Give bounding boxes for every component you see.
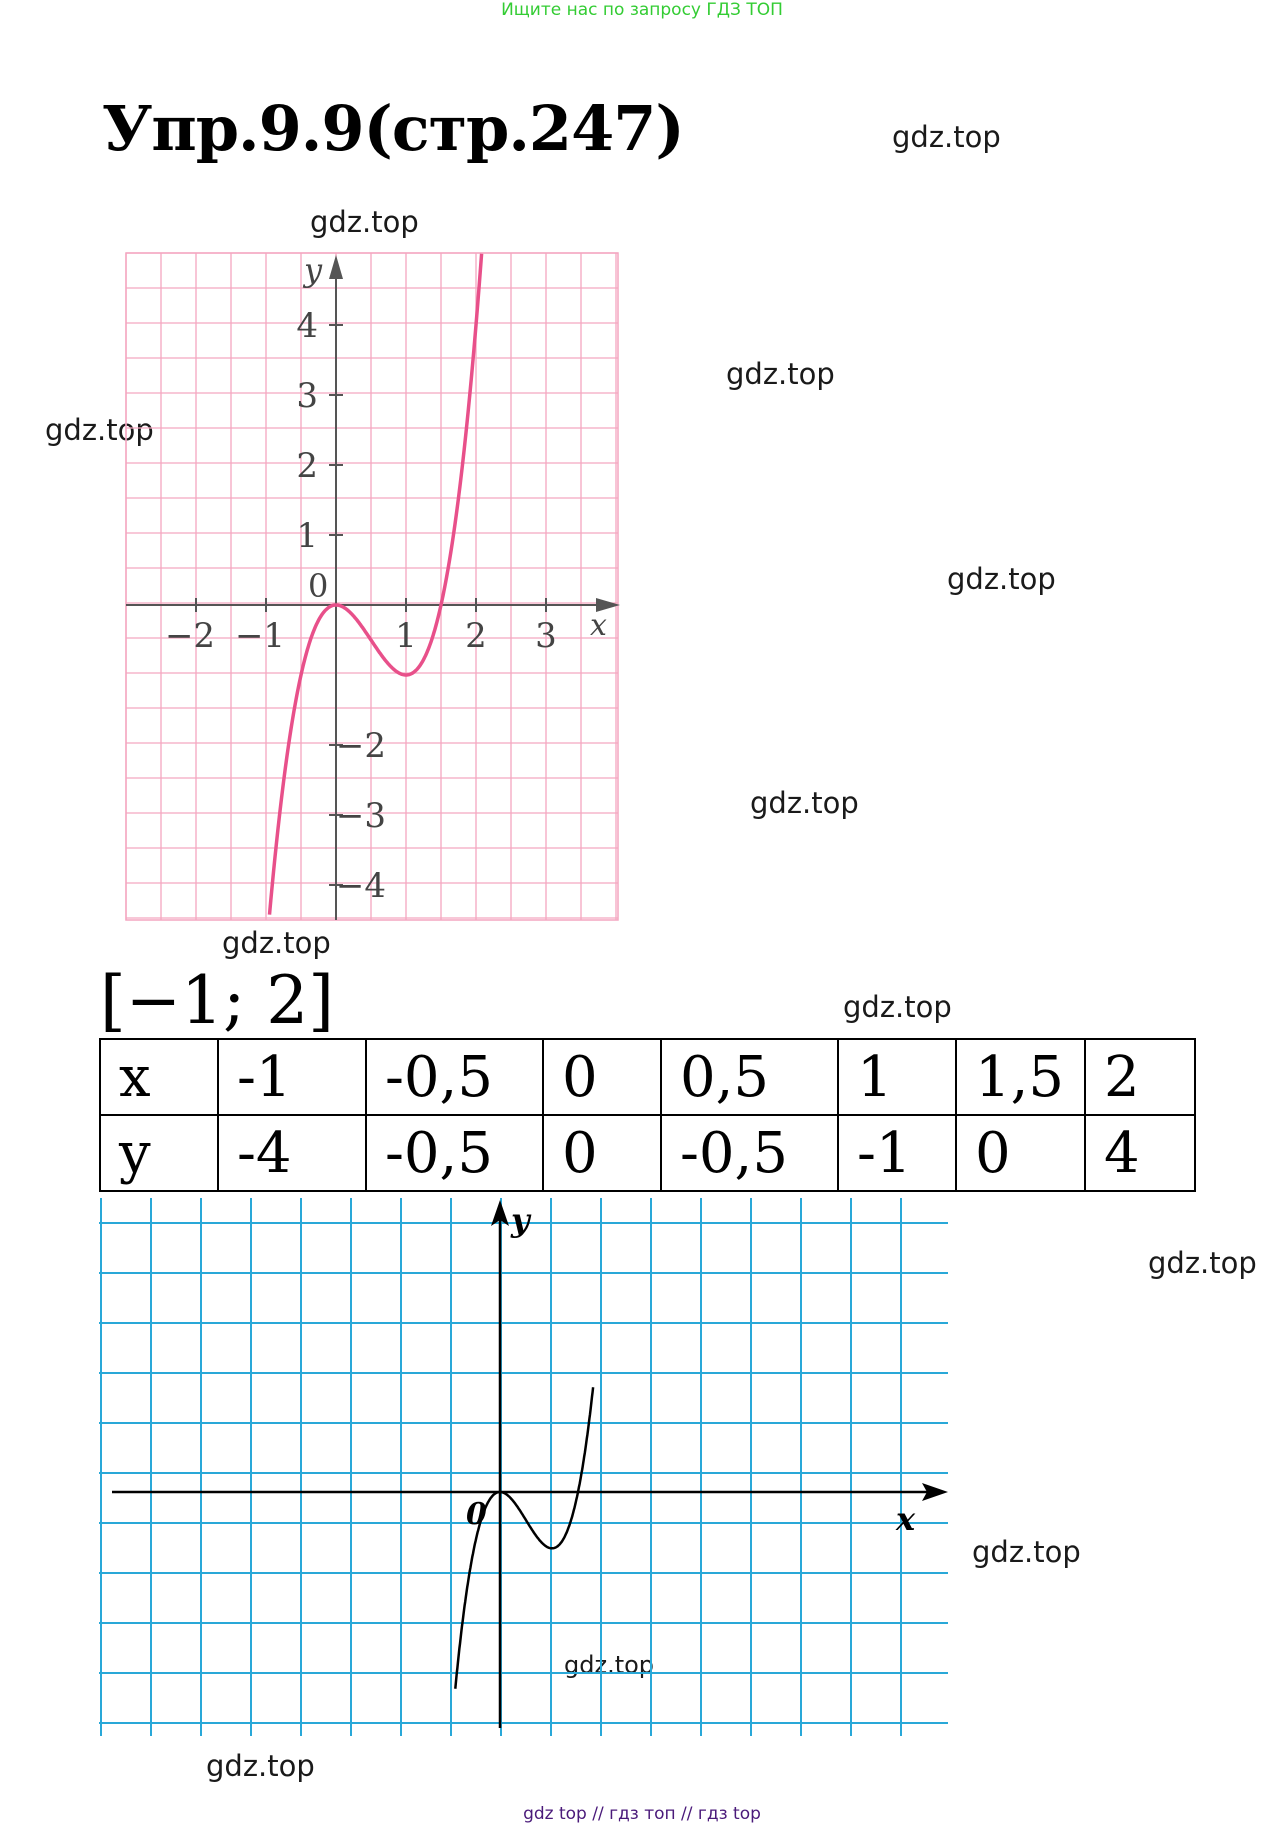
table-cell: -1 xyxy=(838,1115,956,1191)
watermark: gdz.top xyxy=(310,205,419,239)
table-cell: 1 xyxy=(838,1039,956,1115)
table-cell: 1,5 xyxy=(956,1039,1085,1115)
x-tick-label: −2 xyxy=(164,616,216,656)
y-tick-label: −2 xyxy=(335,726,386,766)
table-cell: y xyxy=(100,1115,218,1191)
y-tick-label: 2 xyxy=(296,446,318,486)
y-tick-label: −3 xyxy=(335,796,386,836)
origin-label: 0 xyxy=(308,567,329,605)
watermark: gdz.top xyxy=(222,926,331,960)
table-cell: -0,5 xyxy=(366,1115,543,1191)
top-banner: Ищите нас по запросу ГДЗ ТОП xyxy=(501,0,783,20)
table-cell: -1 xyxy=(218,1039,366,1115)
table-cell: 0 xyxy=(956,1115,1085,1191)
table-cell: x xyxy=(100,1039,218,1115)
watermark: gdz.top xyxy=(843,990,952,1024)
watermark: gdz.top xyxy=(206,1749,315,1783)
table-cell: -0,5 xyxy=(366,1039,543,1115)
graph2-axes xyxy=(112,1200,948,1728)
origin-label: 0 xyxy=(466,1497,487,1532)
y-axis-label: y xyxy=(511,1201,530,1239)
footer-links: gdz top // гдз топ // гдз top xyxy=(523,1804,761,1824)
x-tick-label: 1 xyxy=(395,616,417,656)
table-cell: 2 xyxy=(1085,1039,1195,1115)
x-tick-label: 2 xyxy=(465,616,487,656)
y-tick-label: 1 xyxy=(296,516,318,556)
y-tick-label: 4 xyxy=(296,306,318,346)
table-cell: -0,5 xyxy=(661,1115,838,1191)
graph2-labels xyxy=(466,1201,916,1538)
watermark: gdz.top xyxy=(972,1535,1081,1569)
x-axis-label: x xyxy=(896,1500,916,1538)
y-axis-label: y xyxy=(304,251,323,289)
x-tick-label: −1 xyxy=(234,616,286,656)
graph2-curve xyxy=(455,1387,593,1688)
x-tick-label: 3 xyxy=(535,616,557,656)
y-tick-label: 3 xyxy=(296,376,318,416)
y-tick-label: −4 xyxy=(335,866,386,906)
watermark: gdz.top xyxy=(892,120,1001,154)
x-axis-label: x xyxy=(590,608,607,643)
watermark: gdz.top xyxy=(750,786,859,820)
table-cell: 4 xyxy=(1085,1115,1195,1191)
watermark: gdz.top xyxy=(947,562,1056,596)
watermark: gdz.top xyxy=(726,357,835,391)
table-cell: 0 xyxy=(543,1115,661,1191)
watermark: gdz.top xyxy=(1148,1246,1257,1280)
table-cell: -4 xyxy=(218,1115,366,1191)
blue-grid xyxy=(99,1198,948,1736)
watermark: gdz.top xyxy=(45,413,154,447)
watermark: gdz.top xyxy=(564,1651,655,1679)
table-cell: 0 xyxy=(543,1039,661,1115)
table-cell: 0,5 xyxy=(661,1039,838,1115)
page-title: Упр.9.9(стр.247) xyxy=(102,92,684,165)
interval-label: [−1; 2] xyxy=(100,962,334,1039)
